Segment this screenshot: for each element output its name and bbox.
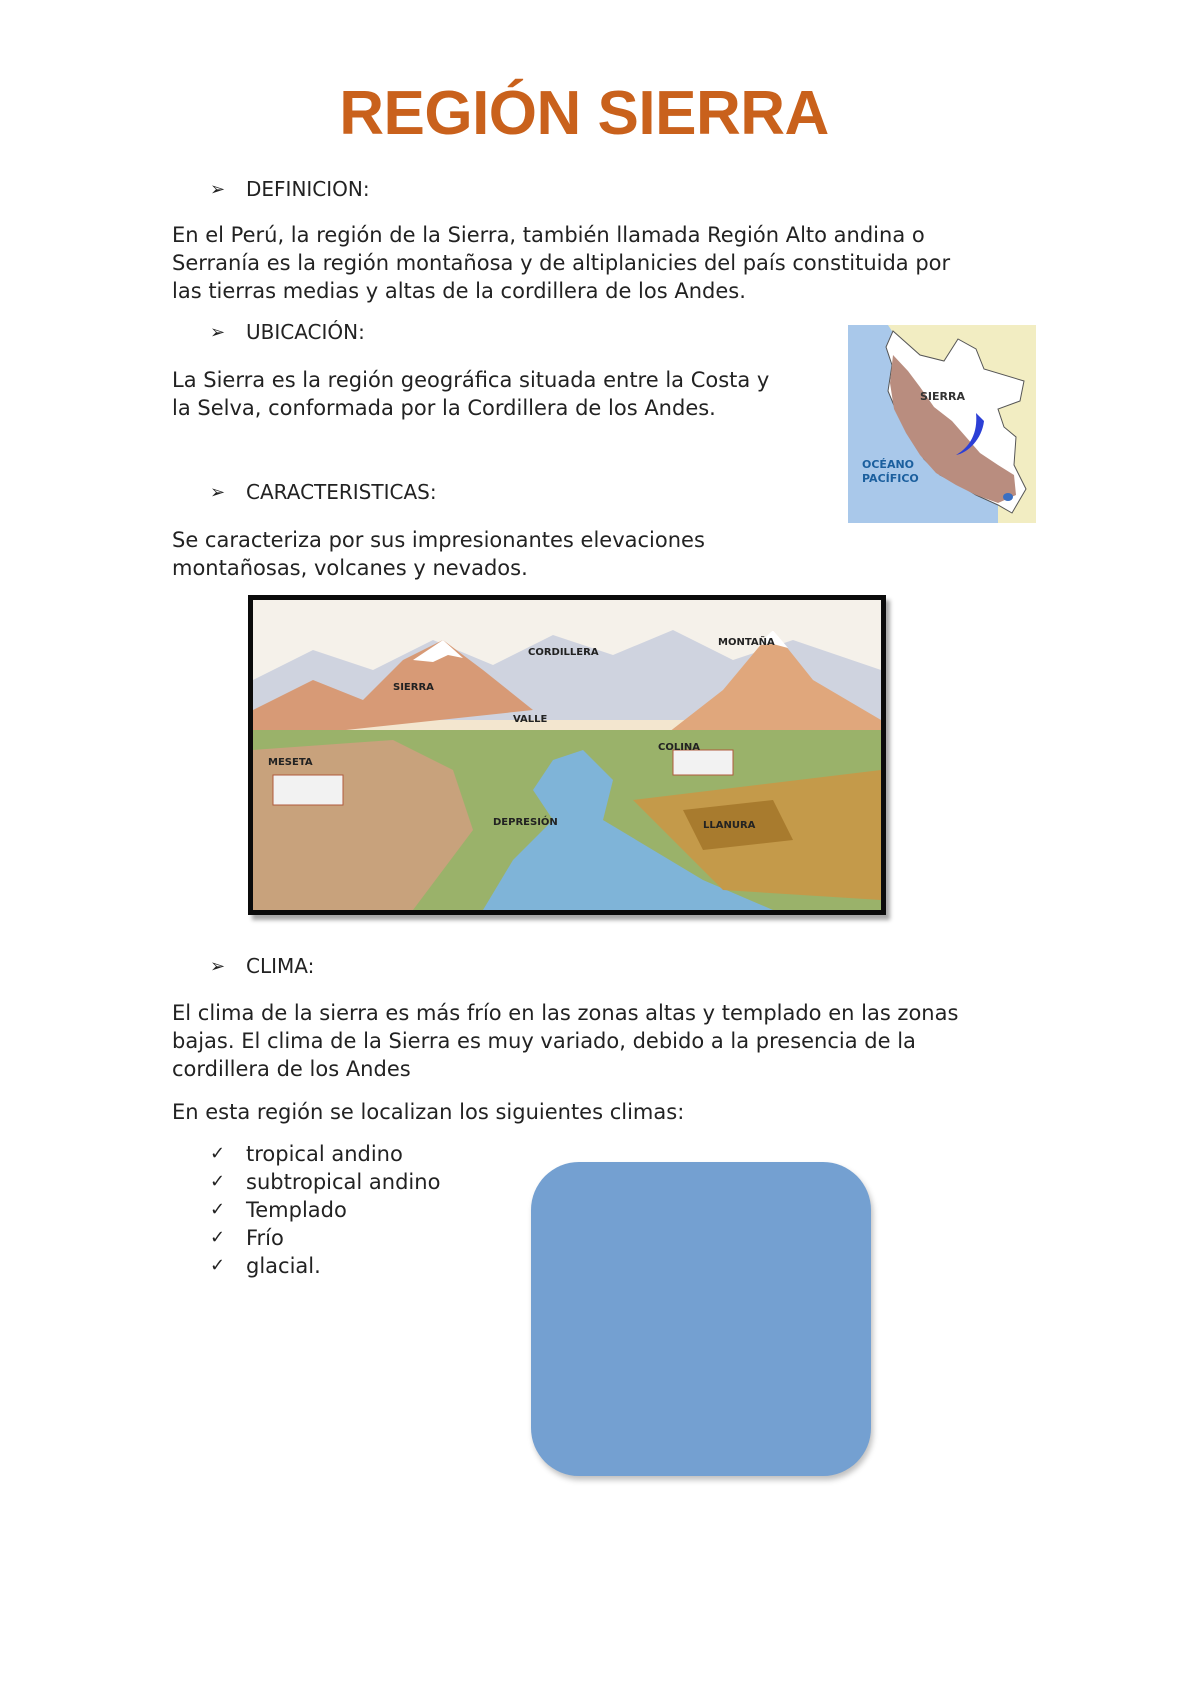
list-item-label: subtropical andino xyxy=(246,1170,441,1194)
check-icon: ✓ xyxy=(210,1143,226,1164)
check-icon: ✓ xyxy=(210,1227,226,1248)
caracteristicas-paragraph xyxy=(172,526,705,582)
text-line: Se caracteriza por sus impresionantes elevaciones xyxy=(172,528,705,552)
label-sierra: SIERRA xyxy=(393,682,434,693)
landscape-illustration xyxy=(248,595,886,915)
text-line: cordillera de los Andes xyxy=(172,1057,411,1081)
map-label-ocean-2: PACÍFICO xyxy=(862,472,919,485)
check-icon: ✓ xyxy=(210,1199,226,1220)
label-depresion: DEPRESIÓN xyxy=(493,817,558,828)
map-label-sierra: SIERRA xyxy=(920,390,965,403)
list-item-label: Frío xyxy=(246,1226,284,1250)
label-montana: MONTAÑA xyxy=(718,637,775,648)
ubicacion-paragraph xyxy=(172,366,769,422)
text-line: Serranía es la región montañosa y de altiplanicies del país constituida por xyxy=(172,251,951,275)
text-line: En el Perú, la región de la Sierra, también llamada Región Alto andina o xyxy=(172,223,925,247)
label-valle: VALLE xyxy=(513,714,548,725)
list-item-label: glacial. xyxy=(246,1254,321,1278)
label-colina: COLINA xyxy=(658,742,701,753)
label-cordillera: CORDILLERA xyxy=(528,647,599,658)
list-item xyxy=(210,1252,440,1280)
heading-definicion xyxy=(210,177,370,201)
arrow-bullet-icon: ➢ xyxy=(210,481,226,503)
text-line: montañosas, volcanes y nevados. xyxy=(172,556,528,580)
clima-paragraph xyxy=(172,999,958,1083)
arrow-bullet-icon: ➢ xyxy=(210,321,226,343)
text-line: bajas. El clima de la Sierra es muy variado, debido a la presencia de la xyxy=(172,1029,916,1053)
arrow-bullet-icon: ➢ xyxy=(210,178,226,200)
heading-definicion-label: DEFINICION: xyxy=(246,177,370,201)
text-line: La Sierra es la región geográfica situada entre la Costa y xyxy=(172,368,770,392)
meseta-town xyxy=(273,775,343,805)
text-line: El clima de la sierra es más frío en las zonas altas y templado en las zonas xyxy=(172,1001,959,1025)
peru-map-image xyxy=(848,325,1036,523)
list-item xyxy=(210,1168,440,1196)
heading-clima-label: CLIMA: xyxy=(246,954,315,978)
landscape-svg xyxy=(253,600,881,910)
heading-ubicacion xyxy=(210,320,365,344)
arrow-bullet-icon: ➢ xyxy=(210,955,226,977)
definicion-paragraph xyxy=(172,221,950,305)
list-item-label: Templado xyxy=(246,1198,347,1222)
check-icon: ✓ xyxy=(210,1255,226,1276)
page-title: REGIÓN SIERRA xyxy=(339,79,829,148)
colina-town xyxy=(673,750,733,775)
list-item xyxy=(210,1224,440,1252)
check-icon: ✓ xyxy=(210,1171,226,1192)
blue-rounded-shape xyxy=(531,1162,871,1476)
map-label-ocean-1: OCÉANO xyxy=(862,458,915,471)
heading-clima xyxy=(210,954,314,978)
label-meseta: MESETA xyxy=(268,757,313,768)
clima-intro: En esta región se localizan los siguientes climas: xyxy=(172,1100,685,1124)
heading-ubicacion-label: UBICACIÓN: xyxy=(246,320,365,344)
lake-icon xyxy=(1003,493,1013,501)
list-item-label: tropical andino xyxy=(246,1142,403,1166)
list-item xyxy=(210,1196,440,1224)
heading-caracteristicas-label: CARACTERISTICAS: xyxy=(246,480,437,504)
text-line: la Selva, conformada por la Cordillera de los Andes. xyxy=(172,396,716,420)
text-line: las tierras medias y altas de la cordillera de los Andes. xyxy=(172,279,746,303)
label-llanura: LLANURA xyxy=(703,820,756,831)
climate-list xyxy=(210,1140,440,1280)
list-item xyxy=(210,1140,440,1168)
heading-caracteristicas xyxy=(210,480,437,504)
